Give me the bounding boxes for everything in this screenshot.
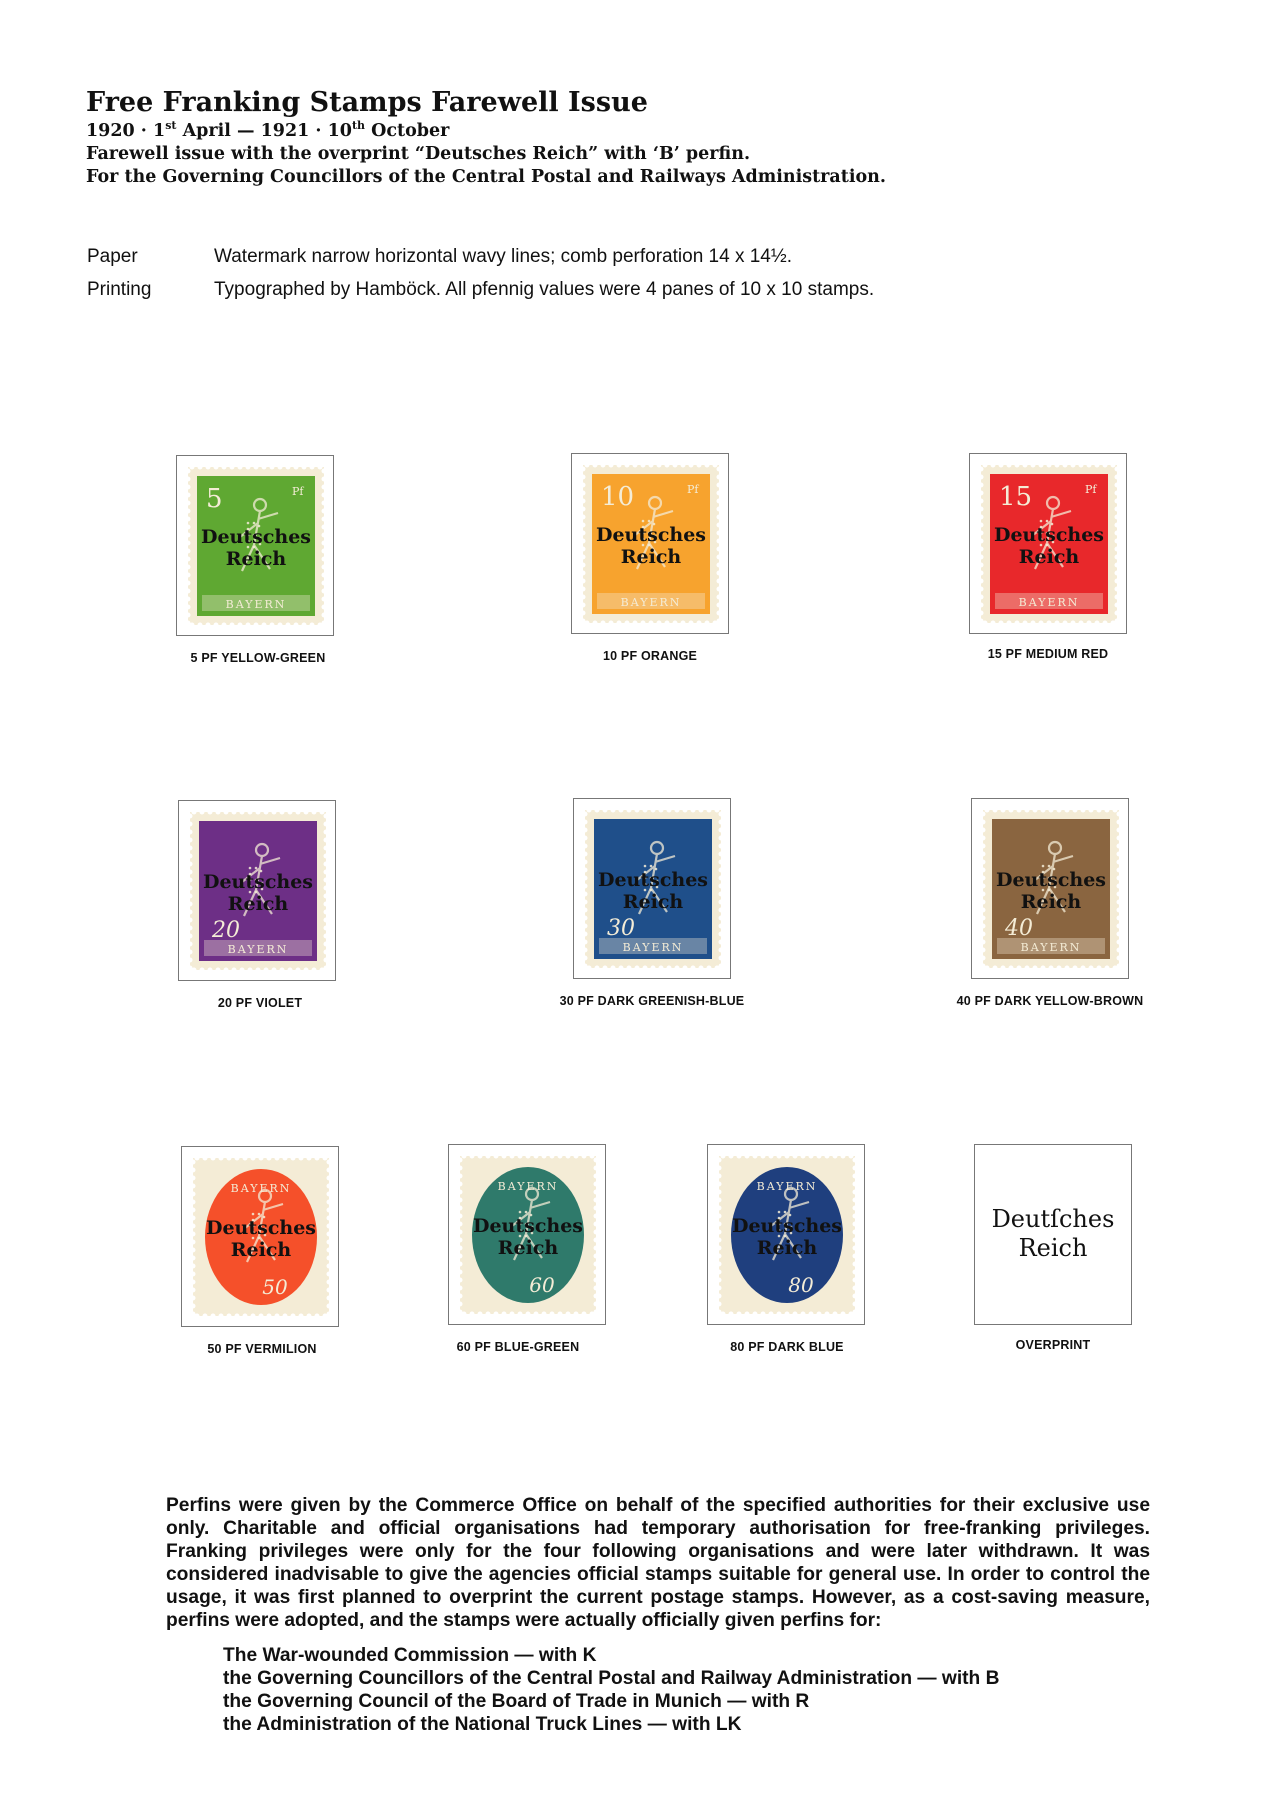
overprint-line1: Deutsches bbox=[205, 1217, 317, 1239]
stamp-frame bbox=[971, 798, 1129, 979]
stamp-value: 50 bbox=[262, 1275, 288, 1299]
organisation-item: the Governing Council of the Board of Trade in Munich — with R bbox=[223, 1691, 810, 1712]
spec-paper bbox=[87, 240, 874, 273]
stamp-country: BAYERN bbox=[756, 1180, 818, 1193]
stamp-image bbox=[583, 465, 719, 623]
spec-value: Watermark narrow horizontal wavy lines; comb perforation 14 x 14½. bbox=[214, 246, 792, 267]
issue-recipient: For the Governing Councillors of the Central Postal and Railways Administration. bbox=[86, 167, 886, 187]
stamp-frame bbox=[969, 453, 1127, 634]
stamp-currency: Pf bbox=[1085, 483, 1097, 496]
stamp-value: 10 bbox=[601, 482, 635, 512]
stamp-caption: 80 PF DARK BLUE bbox=[730, 1340, 844, 1354]
stamp-caption: 30 PF DARK GREENISH-BLUE bbox=[559, 994, 745, 1008]
stamp-caption: 40 PF DARK YELLOW-BROWN bbox=[956, 994, 1144, 1008]
stamp-caption: 5 PF YELLOW-GREEN bbox=[190, 651, 326, 665]
stamp-frame bbox=[178, 800, 336, 981]
stamp-currency: Pf bbox=[292, 485, 304, 498]
stamp-country: BAYERN bbox=[227, 943, 289, 956]
overprint-line2: Reich bbox=[620, 546, 682, 568]
stamp-country: BAYERN bbox=[497, 1180, 559, 1193]
stamp-frame bbox=[573, 798, 731, 979]
overprint-line1: Deutsches bbox=[202, 871, 314, 893]
overprint-line2: Reich bbox=[1018, 546, 1080, 568]
overprint-line1: Deutsches bbox=[993, 524, 1105, 546]
stamp-caption: 50 PF VERMILION bbox=[207, 1342, 317, 1356]
overprint-box bbox=[974, 1144, 1132, 1325]
overprint-line1: Deutsches bbox=[200, 526, 312, 548]
spec-value: Typographed by Hamböck. All pfennig values were 4 panes of 10 x 10 stamps. bbox=[214, 279, 875, 300]
stamp-image bbox=[983, 810, 1119, 968]
stamp-image bbox=[190, 812, 326, 970]
stamp-image bbox=[981, 465, 1117, 623]
overprint-caption: OVERPRINT bbox=[1015, 1338, 1091, 1352]
overprint-line1: Deutsches bbox=[595, 524, 707, 546]
stamp-frame bbox=[181, 1146, 339, 1327]
page-title: Free Franking Stamps Farewell Issue bbox=[86, 87, 648, 118]
overprint-line2: Reich bbox=[225, 548, 287, 570]
stamp-value: 40 bbox=[1005, 916, 1033, 941]
stamp-country: BAYERN bbox=[1020, 941, 1082, 954]
stamp-image bbox=[585, 810, 721, 968]
issue-description: Farewell issue with the overprint “Deutsches Reich” with ‘B’ perfin. bbox=[86, 144, 751, 164]
page-header bbox=[86, 86, 886, 189]
overprint-line1: Deutsches bbox=[731, 1215, 843, 1237]
spec-printing bbox=[87, 273, 874, 306]
organisation-item: the Administration of the National Truck Lines — with LK bbox=[223, 1714, 742, 1735]
spec-label: Paper bbox=[87, 246, 138, 267]
stamp-frame bbox=[707, 1144, 865, 1325]
stamp-value: 60 bbox=[529, 1273, 555, 1297]
issue-dates: 1920 · 1st April — 1921 · 10th October bbox=[86, 119, 450, 141]
stamp-image bbox=[719, 1156, 855, 1314]
overprint-line2: Reich bbox=[622, 891, 684, 913]
stamp-country: BAYERN bbox=[225, 598, 287, 611]
organisation-item: the Governing Councillors of the Central Postal and Railway Administration — with B bbox=[223, 1668, 1000, 1689]
overprint-line2: Reich bbox=[756, 1237, 818, 1259]
stamp-caption: 15 PF MEDIUM RED bbox=[987, 647, 1109, 661]
organisation-list bbox=[223, 1644, 999, 1736]
stamp-frame bbox=[448, 1144, 606, 1325]
stamp-caption: 60 PF BLUE-GREEN bbox=[456, 1340, 580, 1354]
stamp-value: 80 bbox=[788, 1273, 814, 1297]
overprint-line2: Reich bbox=[497, 1237, 559, 1259]
specifications bbox=[87, 240, 874, 306]
stamp-caption: 20 PF VIOLET bbox=[217, 996, 303, 1010]
stamp-image bbox=[188, 467, 324, 625]
overprint-sample: Deutſches Reich bbox=[991, 1205, 1115, 1262]
overprint-line2: Reich bbox=[230, 1239, 292, 1261]
stamp-frame bbox=[571, 453, 729, 634]
overprint-line2: Reich bbox=[1020, 891, 1082, 913]
overprint-line1: Deutsches bbox=[597, 869, 709, 891]
overprint-line1: Deutsches bbox=[472, 1215, 584, 1237]
stamp-image bbox=[193, 1158, 329, 1316]
organisation-item: The War-wounded Commission — with K bbox=[223, 1645, 597, 1666]
stamp-country: BAYERN bbox=[230, 1182, 292, 1195]
stamp-country: BAYERN bbox=[622, 941, 684, 954]
stamp-country: BAYERN bbox=[620, 596, 682, 609]
stamp-value: 5 bbox=[206, 484, 223, 514]
body-text: Perfins were given by the Commerce Office on behalf of the specified authorities for their exclusive use only. Charitable and official organisations had temporary authorisation for free-franking privileges. Franking privileges were only for the four following organisations and were later withdrawn. It was considered inadvisable to give the agencies official stamps suitable for general use. In order to control the usage, it was first planned to overprint the current postage stamps. However, as a cost-saving measure, perfins were adopted, and the stamps were actually officially given perfins for: bbox=[166, 1495, 1150, 1631]
stamp-country: BAYERN bbox=[1018, 596, 1080, 609]
overprint-line2: Reich bbox=[227, 893, 289, 915]
overprint-line1: Deutsches bbox=[995, 869, 1107, 891]
spec-label: Printing bbox=[87, 279, 152, 300]
stamp-caption: 10 PF ORANGE bbox=[602, 649, 698, 663]
stamp-frame bbox=[176, 455, 334, 636]
stamp-value: 15 bbox=[999, 482, 1033, 512]
stamp-value: 20 bbox=[212, 918, 240, 943]
stamp-value: 30 bbox=[607, 916, 635, 941]
stamp-image bbox=[460, 1156, 596, 1314]
stamp-currency: Pf bbox=[687, 483, 699, 496]
